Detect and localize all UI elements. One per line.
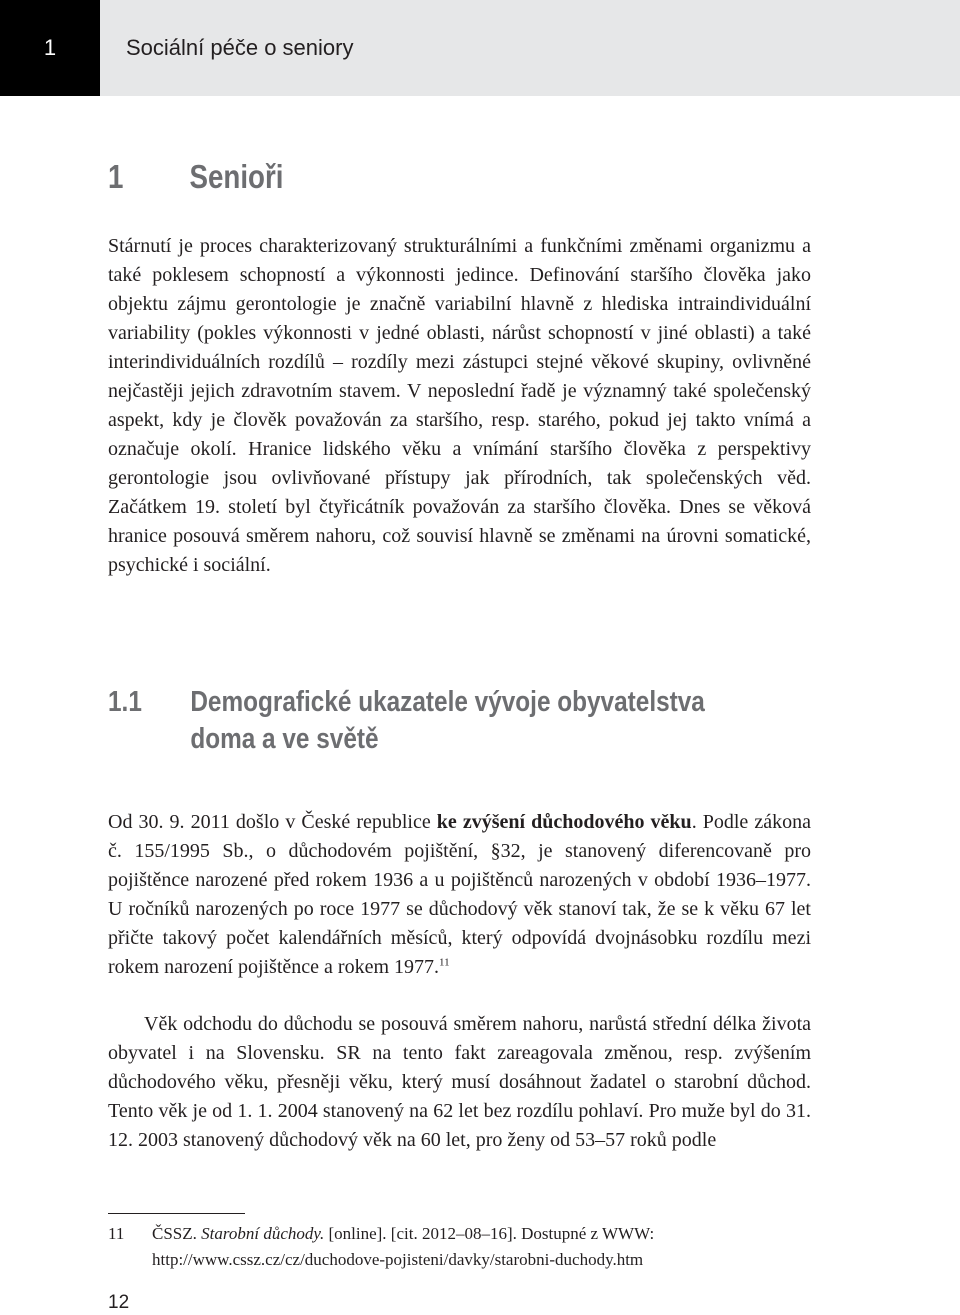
- footnote-divider: [108, 1213, 245, 1214]
- chapter-number-tab: [0, 0, 100, 96]
- chapter-heading-number: 1: [108, 158, 124, 195]
- footnote-title: Starobní důchody.: [201, 1224, 325, 1243]
- intro-paragraph: Stárnutí je proces charakterizovaný strukturálními a funkčními změnami organizmu a také poklesem schopností a výkonnosti jedince. Definování staršího člověka jako objektu zájmu gerontologie je značně variabilní hlavně z hlediska intraindividuální variability (pokles výkonnosti v jedné oblasti, nárůst schopností v jiné oblasti) a také interindividuálních rozdílů – rozdíly mezi zástupci stejné věkové skupiny, ovlivněné nejčastěji jejich zdravotním stavem. V neposlední řadě je významný také společenský aspekt, kdy je člověk považován za staršího, resp. starého, pokud jej takto vnímá a označuje okolí. Hranice lidského věku a vnímání staršího člověka z perspektivy gerontologie jsou ovlivňované přístupy jak přírodních, tak společenských věd. Začátkem 19. století byl čtyřicátník považován za staršího člověka. Dnes se věková hranice posouvá směrem nahoru, což souvisí hlavně se změnami na úrovni somatické, psychické i sociální.: [108, 235, 811, 576]
- chapter-heading-title: Senioři: [189, 158, 284, 195]
- footnote-text: [152, 1221, 811, 1273]
- footnote-reference[interactable]: 11: [439, 956, 450, 969]
- footnote-number: 11: [108, 1224, 125, 1243]
- section-heading: [108, 684, 705, 758]
- p1-text-rest: . Podle zákona č. 155/1995 Sb., o důchodovém pojištění, §32, je stanovený diferencovaně pro pojištěnce narozené před rokem 1936 a u pojištěnců narozených v období 1936–1977. U ročníků narozených po roce 1977 se důchodový věk stanoví tak, že se k věku 67 let přičte takový počet kalendářních měsíců, který odpovídá dvojnásobku rozdílu mezi rokem narození pojištěnce a rokem 1977.: [108, 811, 811, 978]
- body-paragraph-2: Věk odchodu do důchodu se posouvá směrem nahoru, narůstá střední délka života obyvatel i na Slovensku. SR na tento fakt zareagovala změnou, resp. zvýšením důchodového věku, přesněji věku, který musí dosáhnout žadatel o starobní důchod. Tento věk je od 1. 1. 2004 stanovený na 62 let bez rozdílu pohlaví. Pro muže byl do 31. 12. 2003 stanovený důchodový věk na 60 let, pro ženy od 53–57 roků podle: [108, 1013, 811, 1151]
- footnote-citation: [online]. [cit. 2012–08–16]. Dostupné z WWW: http://www.cssz.cz/cz/duchodove-pojisteni/davky/starobni-duchody.htm: [152, 1224, 655, 1269]
- section-heading-line-2: doma a ve světě: [190, 723, 379, 755]
- p1-bold-phrase: ke zvýšení důchodového věku: [436, 811, 692, 833]
- chapter-number: 1: [43, 35, 57, 60]
- section-heading-title: [190, 684, 705, 758]
- page-number: 12: [108, 1292, 130, 1313]
- footnote: [108, 1221, 811, 1273]
- chapter-heading: [108, 158, 283, 196]
- running-header: [100, 0, 960, 96]
- body-paragraph-1: [108, 808, 811, 982]
- p1-text-start: Od 30. 9. 2011 došlo v České republice: [108, 811, 437, 833]
- section-heading-number: 1.1: [108, 686, 142, 718]
- footnote-source: ČSSZ.: [152, 1224, 197, 1243]
- running-title: Sociální péče o seniory: [126, 35, 354, 60]
- section-heading-line-1: Demografické ukazatele vývoje obyvatelstva: [190, 686, 705, 718]
